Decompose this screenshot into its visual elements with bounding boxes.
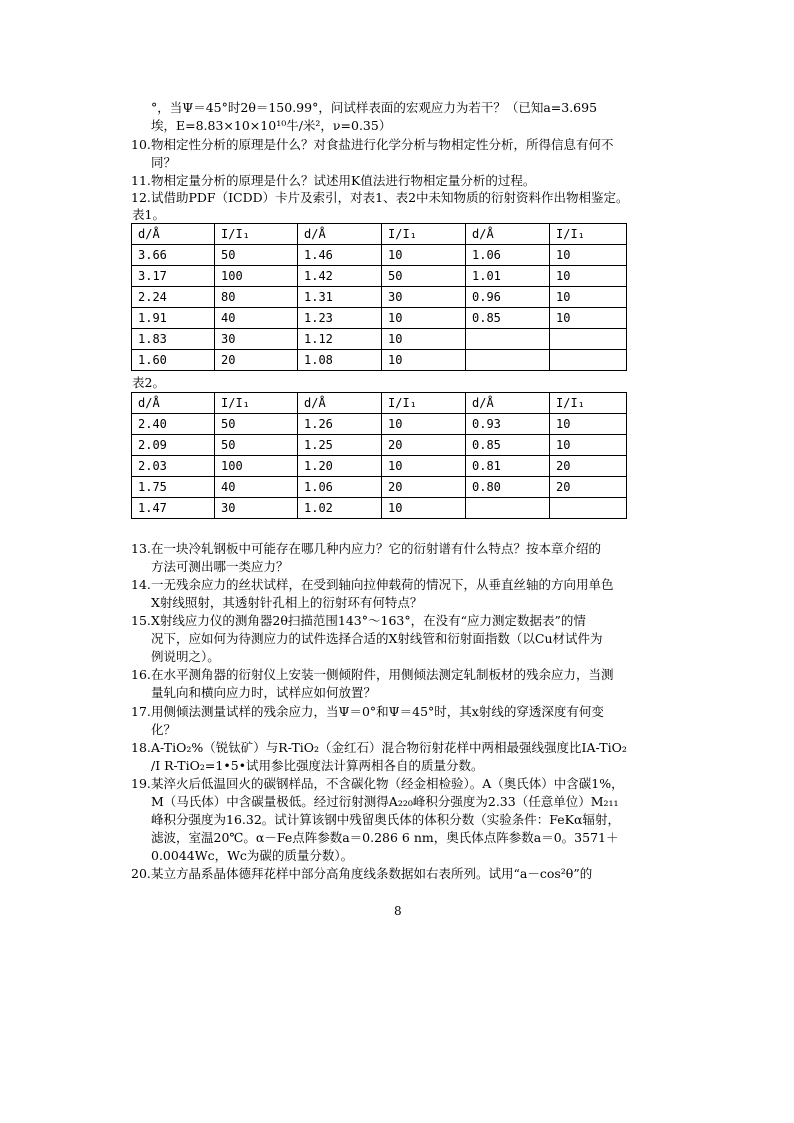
table-cell: 10 <box>382 414 466 435</box>
table-cell: 10 <box>382 308 466 329</box>
table-row <box>132 287 627 308</box>
table-cell: 1.47 <box>132 498 215 519</box>
header-cell: I/I₁ <box>215 224 298 245</box>
question-text: M（马氏体）中含碳量极低。经过衍射测得A₂₂₀峰积分强度为2.33（任意单位）M₂₁₁ <box>151 794 619 809</box>
table-row <box>132 456 627 477</box>
table-cell: 20 <box>550 477 627 498</box>
header-cell: d/Å <box>132 224 215 245</box>
header-cell: d/Å <box>298 393 382 414</box>
table-cell: 0.85 <box>466 308 550 329</box>
table-row <box>132 329 627 350</box>
table-cell: 10 <box>550 435 627 456</box>
table1 <box>131 223 627 371</box>
table-cell: 50 <box>382 266 466 287</box>
header-cell: I/I₁ <box>382 393 466 414</box>
table-cell: 1.20 <box>298 456 382 477</box>
table-cell <box>550 329 627 350</box>
table-cell: 1.25 <box>298 435 382 456</box>
question-text: 试借助PDF（ICDD）卡片及索引，对表1、表2中未知物质的衍射资料作出物相鉴定。 <box>151 190 629 205</box>
table-cell: 40 <box>215 477 298 498</box>
table-cell: 1.23 <box>298 308 382 329</box>
table-cell: 0.81 <box>466 456 550 477</box>
header-cell: d/Å <box>466 224 550 245</box>
table-row <box>132 435 627 456</box>
table-cell: 1.08 <box>298 350 382 371</box>
table-cell: 2.09 <box>132 435 215 456</box>
header-cell: I/I₁ <box>550 224 627 245</box>
table-cell: 100 <box>215 266 298 287</box>
table-cell: 10 <box>550 287 627 308</box>
table-cell: 10 <box>550 308 627 329</box>
header-cell: I/I₁ <box>382 224 466 245</box>
table-cell: 100 <box>215 456 298 477</box>
table-cell <box>550 350 627 371</box>
question-text: 在水平测角器的衍射仪上安装一侧倾附件，用侧倾法测定轧制板材的残余应力，当测 <box>151 667 614 682</box>
table-cell: 10 <box>550 245 627 266</box>
table-cell: 10 <box>382 350 466 371</box>
question-text: 物相定量分析的原理是什么？试述用K值法进行物相定量分析的过程。 <box>151 173 536 188</box>
table-header-row <box>132 224 627 245</box>
table-header-row <box>132 393 627 414</box>
table-cell: 2.03 <box>132 456 215 477</box>
question-number: 14. <box>131 577 151 592</box>
question-text: 方法可测出哪一类应力？ <box>151 559 289 574</box>
question-text: X射线照射，其透射针孔相上的衍射环有何特点？ <box>151 595 423 610</box>
table-cell: 1.42 <box>298 266 382 287</box>
table-row <box>132 266 627 287</box>
header-cell: d/Å <box>132 393 215 414</box>
table-cell: 10 <box>550 414 627 435</box>
table-cell <box>466 350 550 371</box>
table-cell: 1.83 <box>132 329 215 350</box>
table-cell: 10 <box>382 245 466 266</box>
table-cell: 1.60 <box>132 350 215 371</box>
table-cell: 0.80 <box>466 477 550 498</box>
question-number: 15. <box>131 613 151 628</box>
table-cell: 20 <box>382 435 466 456</box>
table-row <box>132 498 627 519</box>
question-number: 16. <box>131 667 151 682</box>
intro-line-1: °，当Ψ＝45°时2θ＝150.99°，问试样表面的宏观应力为若干？（已知a=3.695 <box>151 100 598 115</box>
table-row <box>132 245 627 266</box>
question-text: 用侧倾法测量试样的残余应力，当Ψ＝0°和Ψ＝45°时，其x射线的穿透深度有何变 <box>151 704 604 719</box>
table-cell: 1.01 <box>466 266 550 287</box>
table-cell: 20 <box>382 477 466 498</box>
question-text: 例说明之）。 <box>151 649 220 664</box>
question-text: /I R-TiO₂=1•5•试用参比强度法计算两相各自的质量分数。 <box>151 758 484 773</box>
table-cell: 3.66 <box>132 245 215 266</box>
header-cell: d/Å <box>298 224 382 245</box>
table-row <box>132 350 627 371</box>
table-cell: 50 <box>215 435 298 456</box>
question-number: 17. <box>131 704 151 719</box>
table-row <box>132 414 627 435</box>
question-number: 20. <box>131 866 151 881</box>
question-number: 12. <box>131 190 151 205</box>
table-cell: 50 <box>215 414 298 435</box>
table-cell: 1.12 <box>298 329 382 350</box>
table-cell: 1.06 <box>466 245 550 266</box>
table-cell: 30 <box>382 287 466 308</box>
table-cell: 20 <box>215 350 298 371</box>
question-number: 11. <box>131 173 151 188</box>
table-cell: 0.93 <box>466 414 550 435</box>
table-cell: 10 <box>382 329 466 350</box>
question-text: 化？ <box>151 722 177 737</box>
question-text: 物相定性分析的原理是什么？对食盐进行化学分析与物相定性分析，所得信息有何不 <box>151 137 614 152</box>
table-cell <box>466 498 550 519</box>
question-text: 某淬火后低温回火的碳钢样品，不含碳化物（经金相检验）。A（奥氏体）中含碳1%， <box>151 776 624 791</box>
question-text: 况下，应如何为待测应力的试件选择合适的X射线管和衍射面指数（以Cu材试件为 <box>151 631 603 646</box>
table2-caption: 表2。 <box>132 375 165 390</box>
question-text: 在一块冷轧钢板中可能存在哪几种内应力？它的衍射谱有什么特点？按本章介绍的 <box>151 541 602 556</box>
header-cell: I/I₁ <box>550 393 627 414</box>
table-cell <box>466 329 550 350</box>
question-number: 19. <box>131 776 151 791</box>
question-text: 某立方晶系晶体德拜花样中部分高角度线条数据如右表所列。试用“a－cos²θ”的 <box>151 866 593 881</box>
question-number: 13. <box>131 541 151 556</box>
table-row <box>132 477 627 498</box>
table-cell: 0.96 <box>466 287 550 308</box>
question-text: 滤波，室温20℃。α－Fe点阵参数a＝0.286 6 nm，奥氏体点阵参数a＝0。3571＋ <box>151 830 619 845</box>
table-cell <box>550 498 627 519</box>
table-cell: 2.40 <box>132 414 215 435</box>
table-cell: 10 <box>382 456 466 477</box>
table-cell: 80 <box>215 287 298 308</box>
table-cell: 50 <box>215 245 298 266</box>
question-text: A-TiO₂%（锐钛矿）与R-TiO₂（金红石）混合物衍射花样中两相最强线强度比IA-TiO₂ <box>151 740 627 755</box>
table-cell: 1.06 <box>298 477 382 498</box>
table-cell: 2.24 <box>132 287 215 308</box>
table-cell: 1.91 <box>132 308 215 329</box>
table-cell: 1.02 <box>298 498 382 519</box>
question-text: 0.0044Wc，Wc为碳的质量分数）。 <box>151 848 354 863</box>
table-row <box>132 308 627 329</box>
table-cell: 10 <box>382 498 466 519</box>
question-text: X射线应力仪的测角器2θ扫描范围143°～163°，在没有“应力测定数据表”的情 <box>151 613 586 628</box>
table1-caption: 表1。 <box>132 207 165 222</box>
table-cell: 20 <box>550 456 627 477</box>
table-cell: 30 <box>215 498 298 519</box>
table-cell: 0.85 <box>466 435 550 456</box>
header-cell: d/Å <box>466 393 550 414</box>
question-number: 10. <box>131 137 151 152</box>
table-cell: 30 <box>215 329 298 350</box>
question-text: 同？ <box>151 155 177 170</box>
table-cell: 1.31 <box>298 287 382 308</box>
table-cell: 10 <box>550 266 627 287</box>
table2 <box>131 392 627 519</box>
page-number: 8 <box>394 904 402 918</box>
header-cell: I/I₁ <box>215 393 298 414</box>
table-cell: 1.26 <box>298 414 382 435</box>
table-cell: 3.17 <box>132 266 215 287</box>
table-cell: 1.75 <box>132 477 215 498</box>
table-cell: 1.46 <box>298 245 382 266</box>
intro-line-2: 埃，E=8.83×10×10¹⁰牛/米²，ν=0.35） <box>151 118 392 133</box>
question-text: 峰积分强度为16.32。试计算该钢中残留奥氏体的体积分数（实验条件：FeKα辐射， <box>151 812 620 827</box>
question-text: 一无残余应力的丝状试样，在受到轴向拉伸载荷的情况下，从垂直丝轴的方向用单色 <box>151 577 614 592</box>
question-text: 量轧向和横向应力时，试样应如何放置？ <box>151 685 377 700</box>
question-number: 18. <box>131 740 151 755</box>
table-cell: 40 <box>215 308 298 329</box>
